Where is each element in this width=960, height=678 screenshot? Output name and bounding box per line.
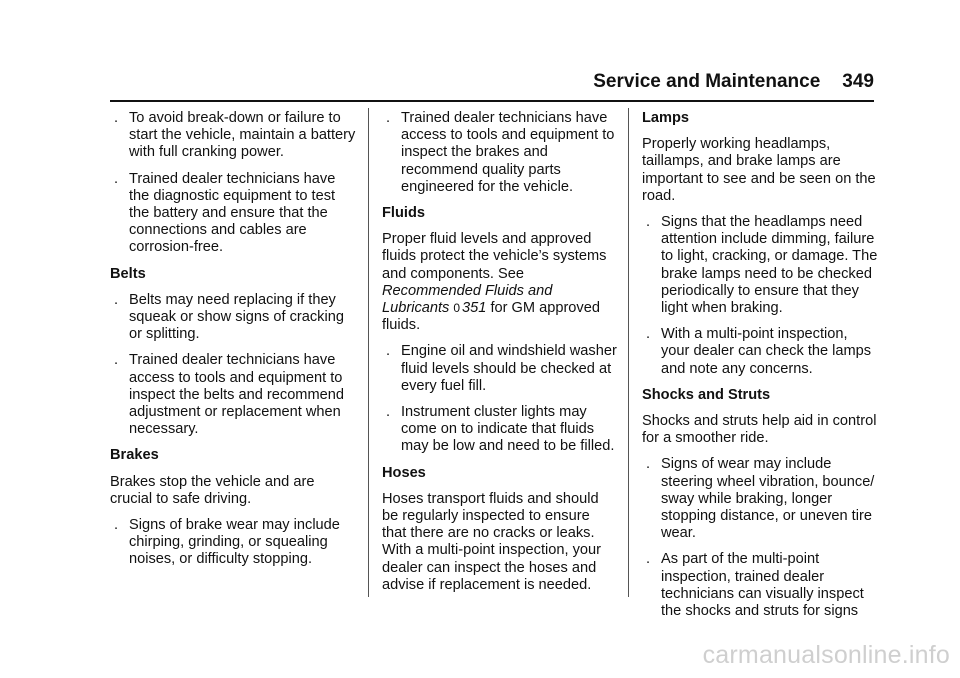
column-2: [382, 110, 618, 603]
list-item: . Instrument cluster lights may come on to indicate that fluids may be low and need to be filled.: [386, 404, 615, 455]
list-item: . Engine oil and windshield washer fluid levels should be checked at every fuel fill.: [386, 343, 617, 394]
list-item: . Signs of wear may include steering wheel vibration, bounce/ sway while braking, longer stopping distance, or uneven tire wear.: [646, 456, 875, 542]
bullet-marker: .: [386, 343, 391, 360]
column-divider-2: [628, 108, 629, 597]
bullet-marker: .: [646, 214, 651, 231]
watermark: carmanualsonline.info: [702, 641, 950, 669]
column-divider-1: [368, 108, 369, 597]
bullet-marker: .: [386, 110, 391, 126]
paragraph-shocks: Shocks and struts help aid in control for a smoother ride.: [642, 413, 877, 447]
heading-shocks-and-struts: Shocks and Struts: [642, 386, 771, 403]
header-rule: [110, 100, 874, 102]
bullet-marker: .: [114, 291, 119, 308]
heading-brakes: Brakes: [110, 447, 159, 464]
bullet-marker: .: [646, 456, 651, 473]
list-item: . With a multi-point inspection, your dealer can check the lamps and note any concerns.: [646, 326, 872, 377]
paragraph-hoses: Hoses transport fluids and should be regularly inspected to ensure that there are no cracks or leaks. With a multi-point inspection, your dealer can inspect the hoses and advise if replacement is needed.: [382, 490, 601, 593]
bullet-marker: .: [114, 170, 119, 187]
list-item: . Trained dealer technicians have the diagnostic equipment to test the battery and ensure that the connections and cables are corrosion-free.: [114, 170, 336, 256]
list-item: . As part of the multi-point inspection, trained dealer technicians can visually inspect the shocks and struts for signs: [646, 551, 864, 620]
heading-hoses: Hoses: [382, 464, 426, 481]
paragraph-fluids: Proper fluid levels and approved fluids protect the vehicle’s systems and components. See Recommended Fluids and Lubricants 0 351 for GM approved fluids.: [382, 231, 607, 334]
page-header: [0, 70, 874, 94]
list-item: . Belts may need replacing if they squeak or show signs of cracking or splitting.: [114, 291, 344, 343]
heading-lamps: Lamps: [642, 110, 690, 126]
column-3: [642, 110, 878, 629]
bullet-marker: .: [386, 404, 391, 421]
bullet-marker: .: [114, 517, 119, 534]
section-title: Service and Maintenance: [593, 71, 821, 92]
list-item: . To avoid break-down or failure to start the vehicle, maintain a battery with full cranking power.: [114, 110, 356, 161]
paragraph-lamps: Properly working headlamps, taillamps, and brake lamps are important to see and be seen on the road.: [642, 136, 876, 204]
column-1: [110, 110, 356, 578]
heading-fluids: Fluids: [382, 205, 425, 222]
list-item: . Trained dealer technicians have access to tools and equipment to inspect the brakes and recommend quality parts engineered for the vehicle.: [386, 110, 615, 195]
cross-reference-link[interactable]: Recommended Fluids and Lubricants 0 351: [382, 282, 553, 317]
bullet-marker: .: [114, 110, 119, 126]
paragraph-brakes: Brakes stop the vehicle and are crucial to safe driving.: [110, 473, 315, 507]
page-reference-icon: 0: [453, 301, 461, 316]
page-number: 349: [842, 71, 874, 92]
bullet-marker: .: [646, 551, 651, 568]
heading-belts: Belts: [110, 265, 146, 282]
list-item: . Trained dealer technicians have access to tools and equipment to inspect the belts and recommend adjustment or replacement when necessary.: [114, 352, 344, 438]
bullet-marker: .: [646, 326, 651, 343]
list-item: . Signs that the headlamps need attention include dimming, failure to light, cracking, or damage. The brake lamps need to be checked periodically to ensure that they light when braking.: [646, 214, 878, 317]
bullet-marker: .: [114, 352, 119, 369]
list-item: . Signs of brake wear may include chirping, grinding, or squealing noises, or difficulty stopping.: [114, 517, 340, 568]
